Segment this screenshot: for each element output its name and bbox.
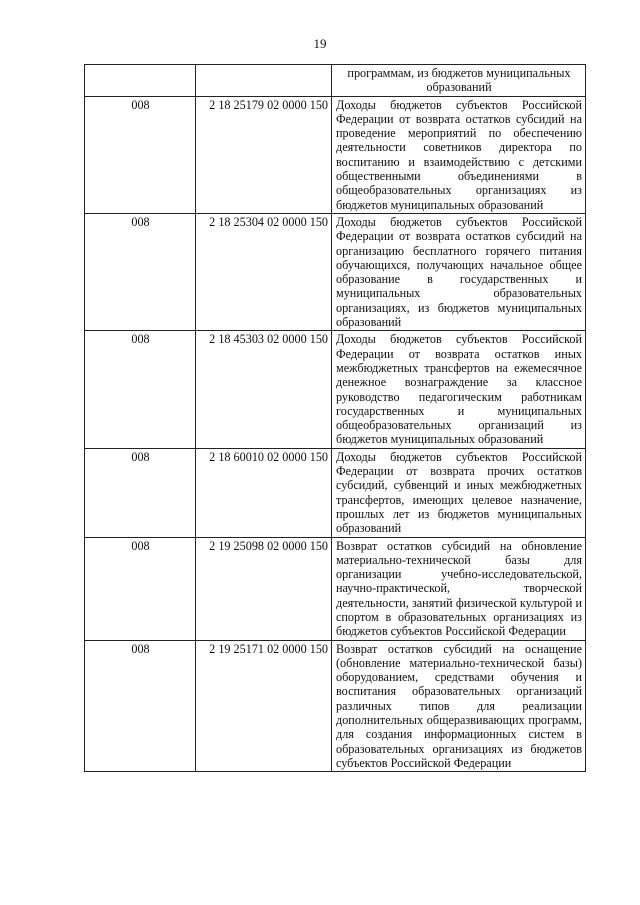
admin-cell: 008 (85, 537, 196, 640)
code-cell: 2 18 25304 02 0000 150 (196, 213, 332, 330)
page-number: 19 (313, 36, 327, 51)
admin-cell: 008 (85, 331, 196, 448)
description-cell: Доходы бюджетов субъектов Российской Федерации от возврата остатков субсидий на проведение мероприятий по обеспечению деятельности советников директора по воспитанию и взаимодействию с детскими общественными объединениями в общеобразовательных организациях из бюджетов муниципальных образований (332, 96, 586, 213)
description-cell: программам, из бюджетов муниципальных образований (332, 65, 586, 97)
code-cell (196, 65, 332, 97)
admin-cell: 008 (85, 640, 196, 772)
description-cell: Доходы бюджетов субъектов Российской Федерации от возврата прочих остатков субсидий, субвенций и иных межбюджетных трансфертов, имеющих целевое назначение, прошлых лет из бюджетов муниципальных образований (332, 448, 586, 537)
code-cell: 2 18 25179 02 0000 150 (196, 96, 332, 213)
table-row (85, 640, 586, 772)
table-row-continuation (85, 65, 586, 97)
description-cell: Возврат остатков субсидий на оснащение (обновление материально-технической базы) оборудованием, средствами обучения и воспитания образовательных организаций различных типов для реализации дополнительных общеразвивающих программ, для создания информационных систем в образовательных организациях из бюджетов субъектов Российской Федерации (332, 640, 586, 772)
code-cell: 2 18 45303 02 0000 150 (196, 331, 332, 448)
description-cell: Доходы бюджетов субъектов Российской Федерации от возврата остатков иных межбюджетных трансфертов на ежемесячное денежное вознаграждение за классное руководство педагогическим работникам государственных и муниципальных общеобразовательных организаций из бюджетов муниципальных образований (332, 331, 586, 448)
table-row (85, 96, 586, 213)
table-row (85, 448, 586, 537)
code-cell: 2 19 25171 02 0000 150 (196, 640, 332, 772)
admin-cell (85, 65, 196, 97)
admin-cell: 008 (85, 96, 196, 213)
code-cell: 2 18 60010 02 0000 150 (196, 448, 332, 537)
description-cell: Доходы бюджетов субъектов Российской Федерации от возврата остатков субсидий на организацию бесплатного горячего питания обучающихся, получающих начальное общее образование в государственных и муниципальных образовательных организациях, из бюджетов муниципальных образований (332, 213, 586, 330)
budget-codes-table (84, 64, 586, 772)
admin-cell: 008 (85, 213, 196, 330)
table-row (85, 331, 586, 448)
description-cell: Возврат остатков субсидий на обновление материально-технической базы для организации учебно-исследовательской, научно-практической, творческой деятельности, занятий физической культурой и спортом в образовательных организациях из бюджетов субъектов Российской Федерации (332, 537, 586, 640)
code-cell: 2 19 25098 02 0000 150 (196, 537, 332, 640)
admin-cell: 008 (85, 448, 196, 537)
table-row (85, 213, 586, 330)
table-row (85, 537, 586, 640)
